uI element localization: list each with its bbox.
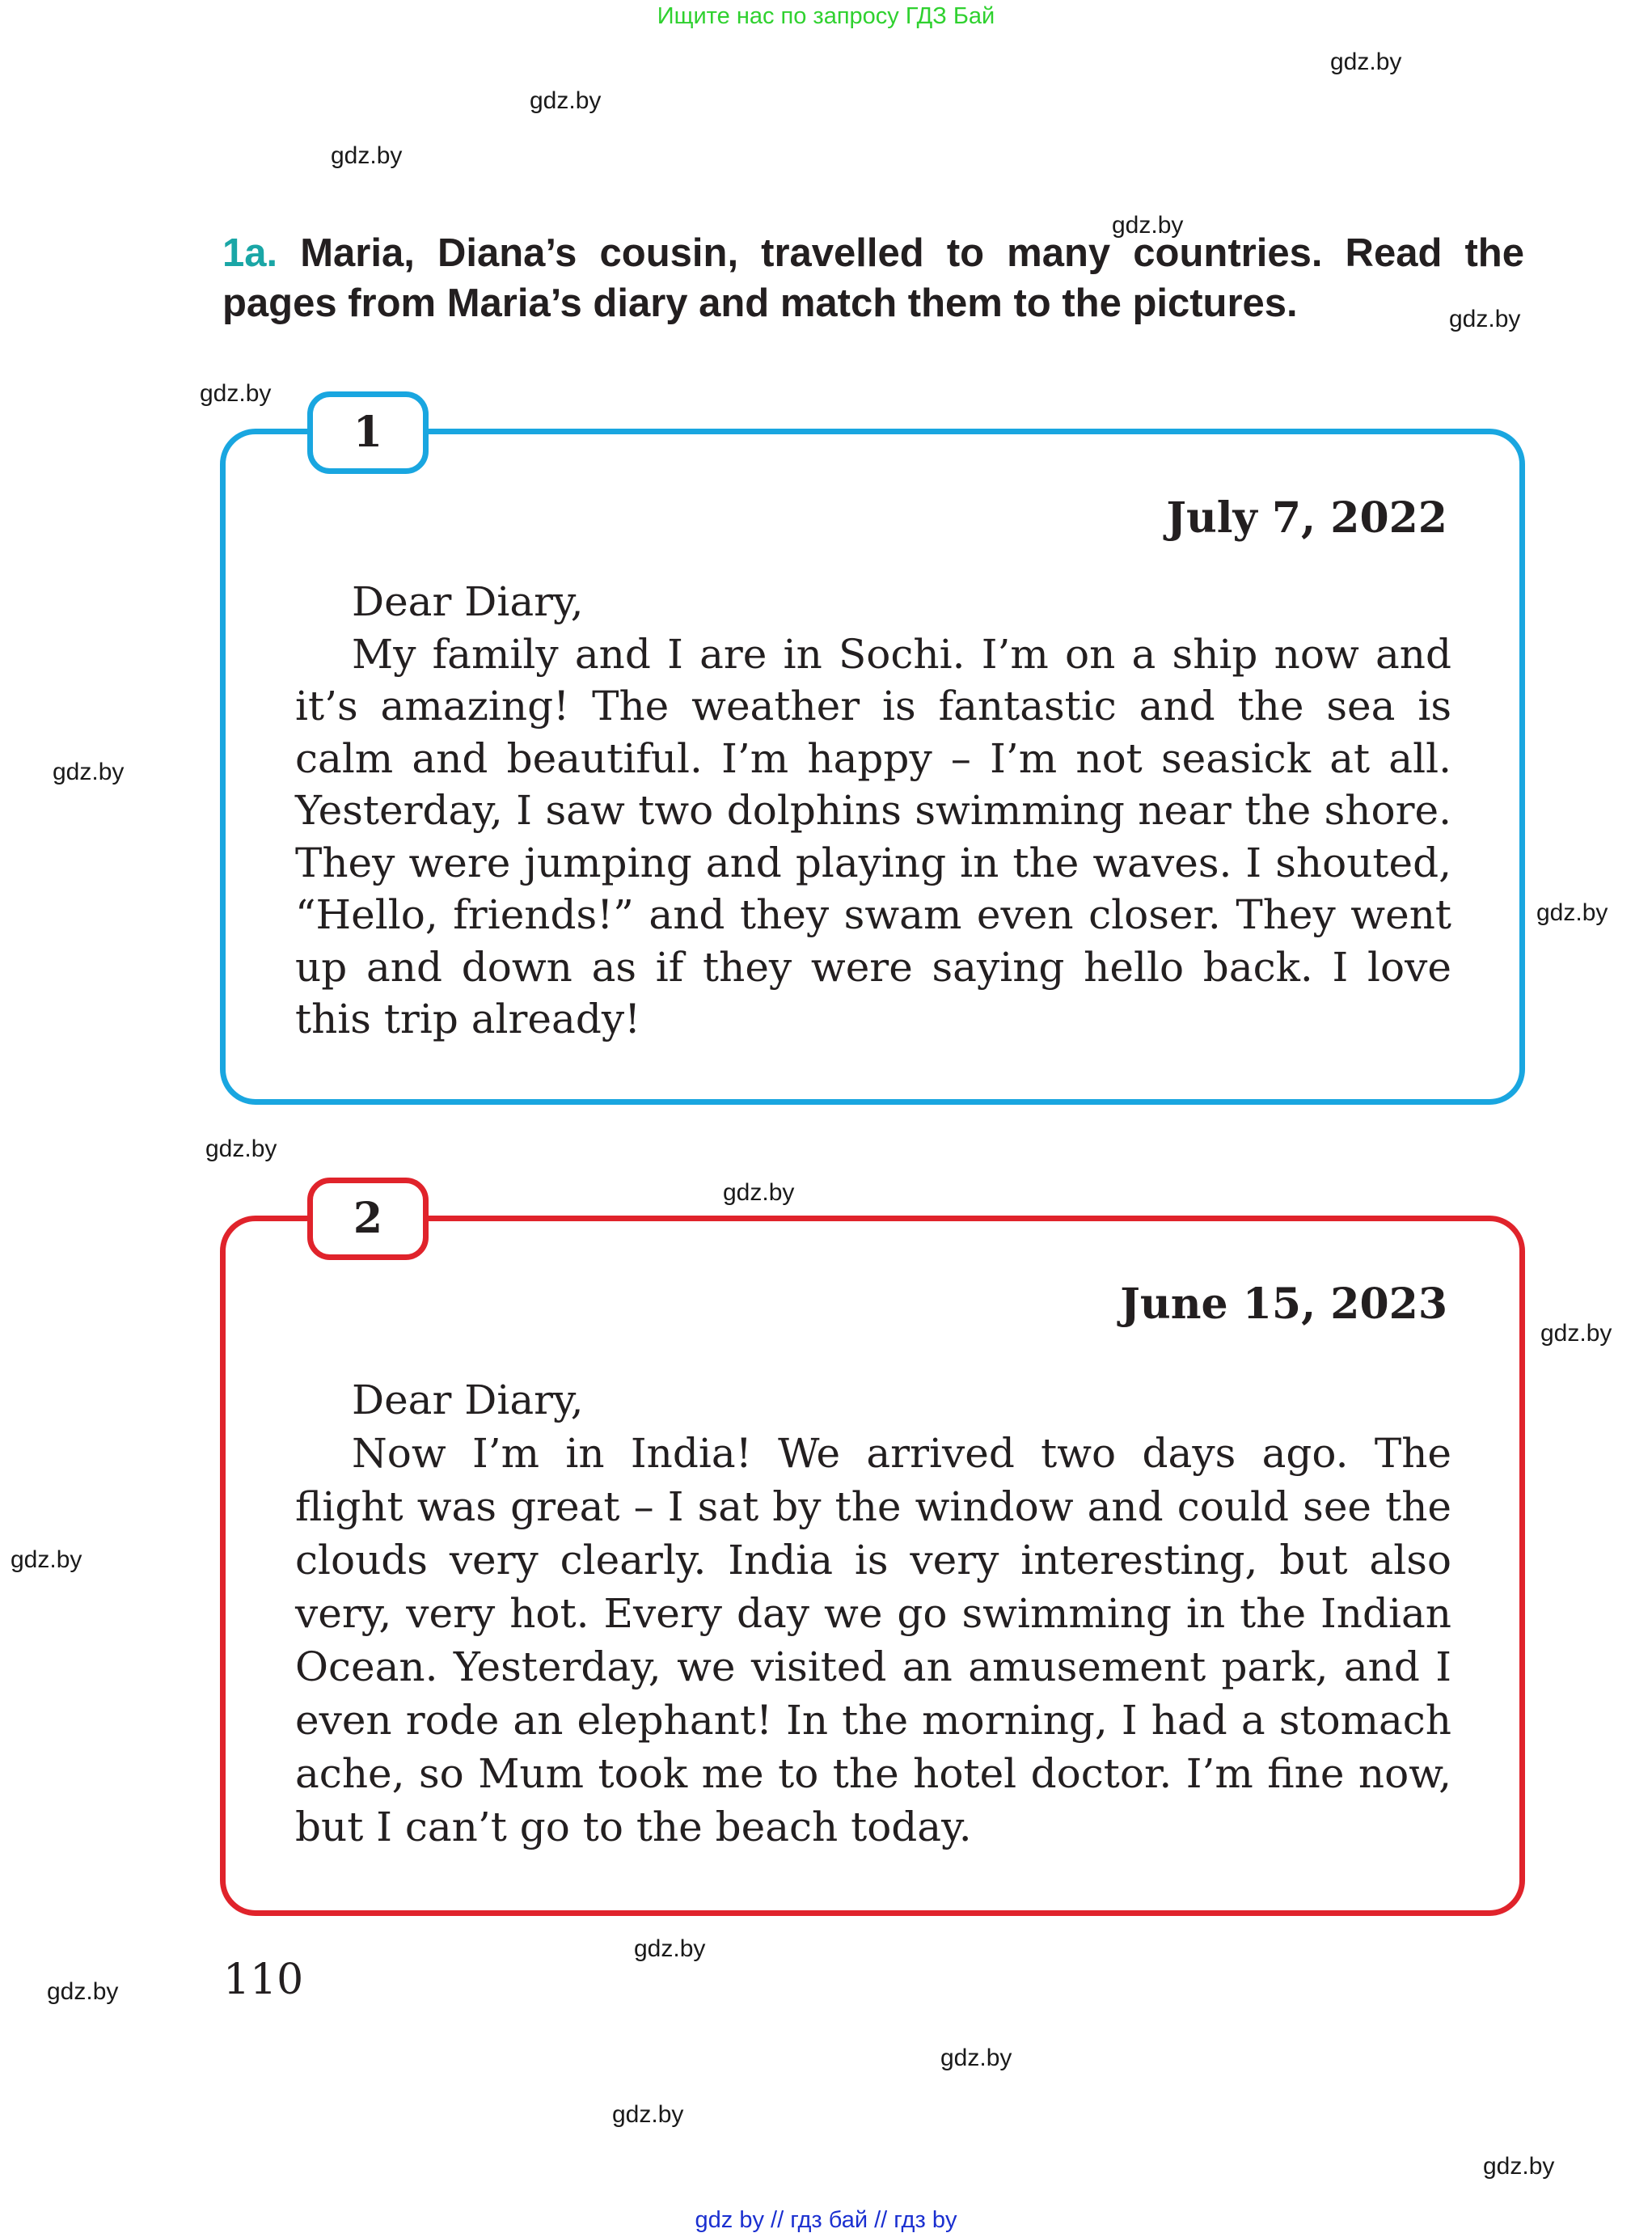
diary-entry-1-body: My family and I are in Sochi. I’m on a ship now and it’s amazing! The weather is fantastic and the sea is calm and beautiful. I’m happy – I’m not seasick at all. Yesterday, I saw two dolphins swimming near the shore. They were jumping and playing in the waves. I shouted, “Hello, friends!” and they swam even closer. They went up and down as if they were saying hello back. I love this trip already! xyxy=(295,630,1451,1042)
watermark: gdz.by xyxy=(723,1179,795,1206)
watermark: gdz.by xyxy=(53,759,125,785)
diary-entry-2-date: June 15, 2023 xyxy=(1120,1279,1447,1329)
diary-entry-1-text xyxy=(295,576,1451,1046)
watermark: gdz.by xyxy=(1112,212,1184,239)
diary-entry-1-greeting: Dear Diary, xyxy=(352,578,584,625)
diary-entry-2-number: 2 xyxy=(307,1178,429,1260)
watermark: gdz.by xyxy=(1483,2153,1555,2180)
watermark: gdz.by xyxy=(1449,306,1521,332)
watermark: gdz.by xyxy=(11,1546,82,1573)
diary-entry-2-text xyxy=(295,1373,1451,1854)
task-instruction xyxy=(222,228,1524,328)
bottom-banner: gdz by // гдз бай // гдз by xyxy=(695,2207,957,2233)
watermark: gdz.by xyxy=(205,1136,277,1162)
watermark: gdz.by xyxy=(47,1978,119,2005)
watermark: gdz.by xyxy=(1540,1320,1612,1347)
diary-entry-2-greeting: Dear Diary, xyxy=(352,1377,584,1423)
watermark: gdz.by xyxy=(1536,899,1608,926)
watermark: gdz.by xyxy=(530,87,602,114)
task-number: 1a. xyxy=(222,231,278,275)
diary-entry-1-number: 1 xyxy=(307,391,429,474)
watermark: gdz.by xyxy=(200,380,272,407)
watermark: gdz.by xyxy=(940,2045,1012,2071)
diary-entry-1-date: July 7, 2022 xyxy=(1166,493,1447,543)
top-banner: Ищите нас по запросу ГДЗ Бай xyxy=(657,3,995,29)
watermark: gdz.by xyxy=(1330,49,1402,75)
diary-entry-2-body: Now I’m in India! We arrived two days ago. The flight was great – I sat by the window and could see the clouds very clearly. India is very interesting, but also very, very hot. Every day we go swimming in the Indian Ocean. Yesterday, we visited an amusement park, and I even rode an elephant! In the morning, I had a stomach ache, so Mum took me to the hotel doctor. I’m fine now, but I can’t go to the beach today. xyxy=(295,1430,1451,1850)
page-number: 110 xyxy=(223,1956,304,2004)
watermark: gdz.by xyxy=(634,1935,706,1962)
task-text: Maria, Diana’s cousin, travelled to many countries. Read the pages from Maria’s diary and match them to the pictures. xyxy=(222,231,1524,325)
watermark: gdz.by xyxy=(612,2101,684,2128)
watermark: gdz.by xyxy=(331,142,403,169)
